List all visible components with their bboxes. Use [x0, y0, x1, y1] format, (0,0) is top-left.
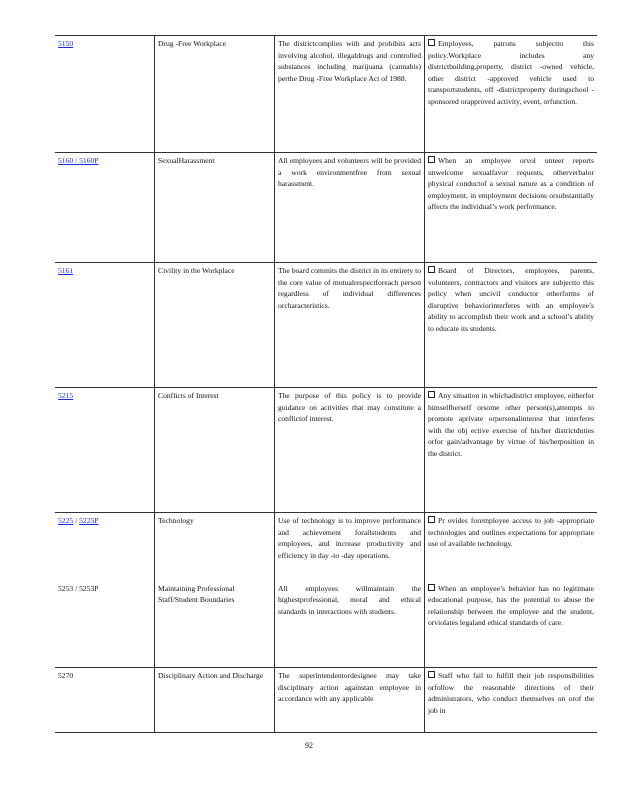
- policy-code-link[interactable]: 5161: [58, 266, 74, 275]
- policy-row: [55, 388, 597, 513]
- policy-impact: Staff who fail to fulfill their job responsibilities orfollow the reasonable directions of their administrators, who conduct themselves on orof the job in: [428, 671, 594, 715]
- policy-code-text: 5270: [58, 671, 74, 680]
- policy-impact-cell: [425, 581, 598, 668]
- policy-impact-cell: [425, 513, 598, 581]
- policy-row: [55, 153, 597, 263]
- policy-impact-cell: [425, 36, 598, 153]
- policy-code-link[interactable]: 5215: [58, 391, 74, 400]
- policy-code-cell: [55, 153, 155, 263]
- policy-impact-cell: [425, 388, 598, 513]
- checkbox-bullet-icon: [428, 156, 435, 163]
- policy-row: [55, 668, 597, 733]
- policy-impact: When an employee’s behavior has no legitimate educational purpose, has the potential to abuse the relationship between the employee and the student, orviolates legaland ethical standards of care.: [428, 583, 594, 628]
- policy-title: Conflicts of Interest: [155, 388, 275, 513]
- policy-impact: Any situation in whichadistrict employee, eitherfor himselfherself orsome other person(s),attempts to promote aprivate orpersonalinterest that interferes with the obj ective exercise of his/her districtduties orfor gain/advantage by virtue of his/herposition in the district.: [428, 391, 594, 458]
- policy-code-cell: [55, 581, 155, 668]
- checkbox-bullet-icon: [428, 516, 435, 523]
- policy-row: [55, 263, 597, 388]
- policy-code-link[interactable]: 5225: [58, 516, 74, 525]
- policy-code-text: /: [73, 516, 80, 525]
- policy-title: SexualHarassment: [155, 153, 275, 263]
- policy-title: Civility in the Workplace: [155, 263, 275, 388]
- policy-table-body: [55, 36, 597, 733]
- policy-description: The board commits the district in its entirety to the core value of mutualrespectforeach person regardless of individual differences orcharacteristics.: [275, 263, 425, 388]
- policy-row: [55, 36, 597, 153]
- policy-description: The purpose of this policy is to provide guidance on activities that may constitute a conflictof interest.: [275, 388, 425, 513]
- checkbox-bullet-icon: [428, 671, 435, 678]
- policy-table: [55, 35, 597, 733]
- policy-description: The superintendentordesignee may take disciplinary action againstan employee in accordance with any applicable: [275, 668, 425, 733]
- policy-title: Disciplinary Action and Discharge: [155, 668, 275, 733]
- policy-impact-cell: [425, 668, 598, 733]
- policy-impact: Employees, patrons subjectto this policy.Workplace includes any districtbuilding,property, district -owned vehicle, other district -approved vehicle used to transportstudents, off -districtproperty duringschool -sponsored orapproved activity, event, orfunction.: [428, 39, 594, 106]
- policy-code-cell: [55, 36, 155, 153]
- policy-description: All employees willmaintain the highestprofessional, moral and ethical standards in interactions with students.: [275, 581, 425, 668]
- policy-impact: Board of Directors, employees, parents, volunteers, contractors and visitors are subjectto this policy when uncivil conductor otherforms of disruptive behaviorinterferes with an employee’s ability to accomplish their work and a school’s ability to educate its students.: [428, 266, 594, 333]
- checkbox-bullet-icon: [428, 584, 435, 591]
- policy-title: Drug -Free Workplace: [155, 36, 275, 153]
- policy-code-cell: [55, 668, 155, 733]
- checkbox-bullet-icon: [428, 266, 435, 273]
- policy-impact-cell: [425, 153, 598, 263]
- checkbox-bullet-icon: [428, 391, 435, 398]
- policy-impact: Pr ovides foremployee access to job -appropriate technologies and outlines expectations for appropriate use of available technology.: [428, 516, 594, 549]
- policy-impact-cell: [425, 263, 598, 388]
- policy-description: The districtcomplies with and prohibits acts involving alcohol, illegaldrugs and controlled substances including marijuana (cannabis) perthe Drug -Free Workplace Act of 1988.: [275, 36, 425, 153]
- checkbox-bullet-icon: [428, 39, 435, 46]
- policy-row: [55, 581, 597, 668]
- policy-code-link[interactable]: 5160 / 5160P: [58, 156, 99, 165]
- policy-description: All employees and volunteers will be provided a work environmentfree from sexual harassment.: [275, 153, 425, 263]
- policy-title: Technology: [155, 513, 275, 581]
- page-number: 92: [305, 741, 313, 750]
- policy-row: [55, 513, 597, 581]
- policy-description: Use of technology is to improve performance and achievement forallstudents and employees, and increase productivity and efficiency in day -to -day operations.: [275, 513, 425, 581]
- policy-title: Maintaining Professional Staff/Student Boundaries: [155, 581, 275, 668]
- policy-code-text: 5253 / 5253P: [58, 583, 99, 593]
- policy-code-link[interactable]: 5225P: [79, 516, 99, 525]
- policy-code-cell: [55, 513, 155, 581]
- policy-code-cell: [55, 263, 155, 388]
- policy-code-link[interactable]: 5150: [58, 39, 74, 48]
- policy-impact: When an employee orvol unteer reports unwelcome sexualfavor requests, otherverbalor physical conductof a sexual nature as a condition of employment, in employment decisions orsubstantially affects the individual’s work performance.: [428, 156, 594, 212]
- policy-code-cell: [55, 388, 155, 513]
